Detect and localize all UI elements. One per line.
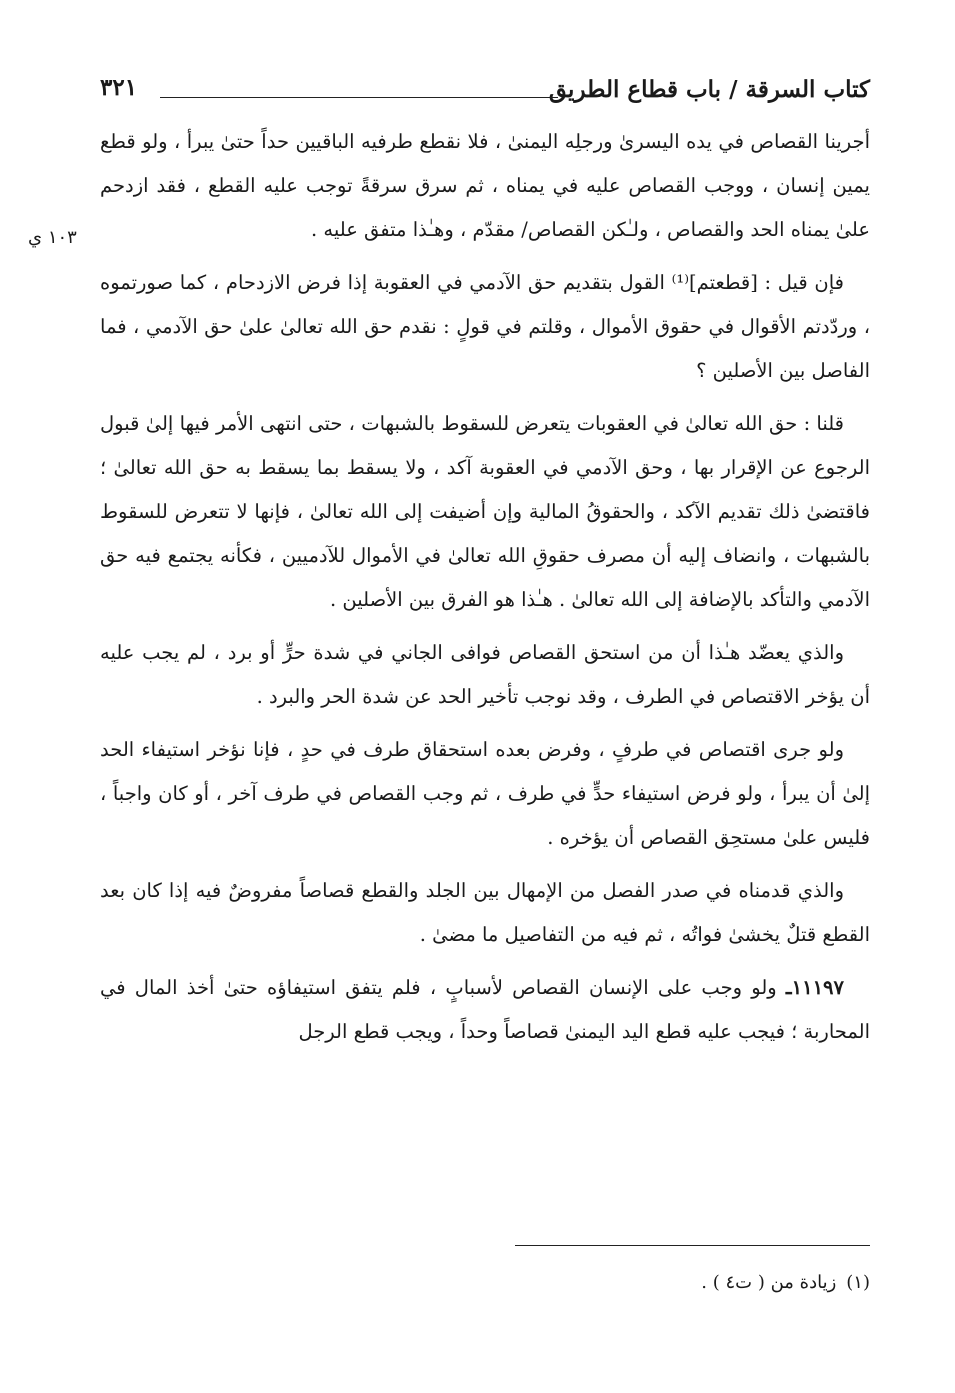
paragraph-2: فإن قيل : [قطعتم]⁽¹⁾ القول بتقديم حق الآدمي في العقوبة إذا فرض الازدحام ، كما صورتموه ، وردّدتم الأقوال في حقوق الأموال ، وقلتم في قولٍ : نقدم حق الله تعالىٰ علىٰ حق الآدمي ، فما الفاصل بين الأصلين ؟ <box>100 271 870 382</box>
paragraph-number: ١١١٩٧ـ <box>785 976 845 999</box>
numbered-paragraph <box>100 966 870 1054</box>
paragraph-3: قلنا : حق الله تعالىٰ في العقوبات يتعرض للسقوط بالشبهات ، حتى انتهى الأمر فيها إلىٰ قبول الرجوع عن الإقرار بها ، وحق الآدمي في العقوبة آكد ، ولا يسقط بما يسقط به حق الله تعالىٰ ؛ فاقتضىٰ ذلك تقديم الآكد ، والحقوقُ المالية وإن أضيفت إلى الله تعالىٰ ، فإنها لا تتعرض للسقوط بالشبهات ، وانضاف إليه أن مصرف حقوقِ الله تعالىٰ في الأموال للآدميين ، فكأنه يجتمع فيه حق الآدمي والتأكد بالإضافة إلى الله تعالىٰ . هـٰذا هو الفرق بين الأصلين . <box>100 412 870 611</box>
page-number: ٣٢١ <box>100 74 138 101</box>
body-text <box>100 120 870 1063</box>
header-rule <box>160 97 558 98</box>
paragraph-1: أجرينا القصاص في يده اليسرىٰ ورجلِه اليمنىٰ ، فلا نقطع طرفيه الباقيين حداً حتىٰ يبرأ ، ولو قطع يمين إنسان ، ووجب القصاص عليه في يمناه ، ثم سرق سرقةً توجب عليه القطع ، فقد ازدحم علىٰ يمناه الحد والقصاص ، ولـٰكن القصاص/ مقدّم ، وهـٰذا متفق عليه . <box>100 130 870 241</box>
footnote <box>691 1272 870 1293</box>
paragraph-6: والذي قدمناه في صدر الفصل من الإمهال بين الجلد والقطع قصاصاً مفروضٌ فيه إذا كان بعد القطع قتلٌ يخشىٰ فواتُه ، ثم فيه من التفاصيل ما مضىٰ . <box>100 879 870 946</box>
footnote-marker: (١) <box>846 1272 870 1293</box>
footnote-text: زيادة من ( ت٤ ) . <box>701 1272 837 1293</box>
paragraph-5: ولو جرى اقتصاص في طرفٍ ، وفرض بعده استحقاق طرف في حدٍ ، فإنا نؤخر استيفاء الحد إلىٰ أن يبرأ ، ولو فرض استيفاء حدٍّ في طرف ، ثم وجب القصاص في طرف آخر ، أو كان واجباً ، فليس علىٰ مستحِق القصاص أن يؤخره . <box>100 738 870 849</box>
header-title: كتاب السرقة / باب قطاع الطريق <box>548 76 870 103</box>
running-header <box>100 70 870 112</box>
margin-manuscript-ref: ١٠٣ ي <box>28 227 77 248</box>
numbered-paragraph-text: ولو وجب على الإنسان القصاص لأسبابٍ ، فلم يتفق استيفاؤه حتىٰ أخذ المال في المحاربة ؛ فيجب عليه قطع اليد اليمنىٰ قصاصاً وحداً ، ويجب قطع الرجل <box>100 976 870 1043</box>
paragraph-4: والذي يعضّد هـٰذا أن من استحق القصاص فوافى الجاني في شدة حرٍّ أو برد ، لم يجب عليه أن يؤخر الاقتصاص في الطرف ، وقد نوجب تأخير الحد عن شدة الحر والبرد . <box>100 641 870 708</box>
footnote-rule <box>515 1245 870 1246</box>
